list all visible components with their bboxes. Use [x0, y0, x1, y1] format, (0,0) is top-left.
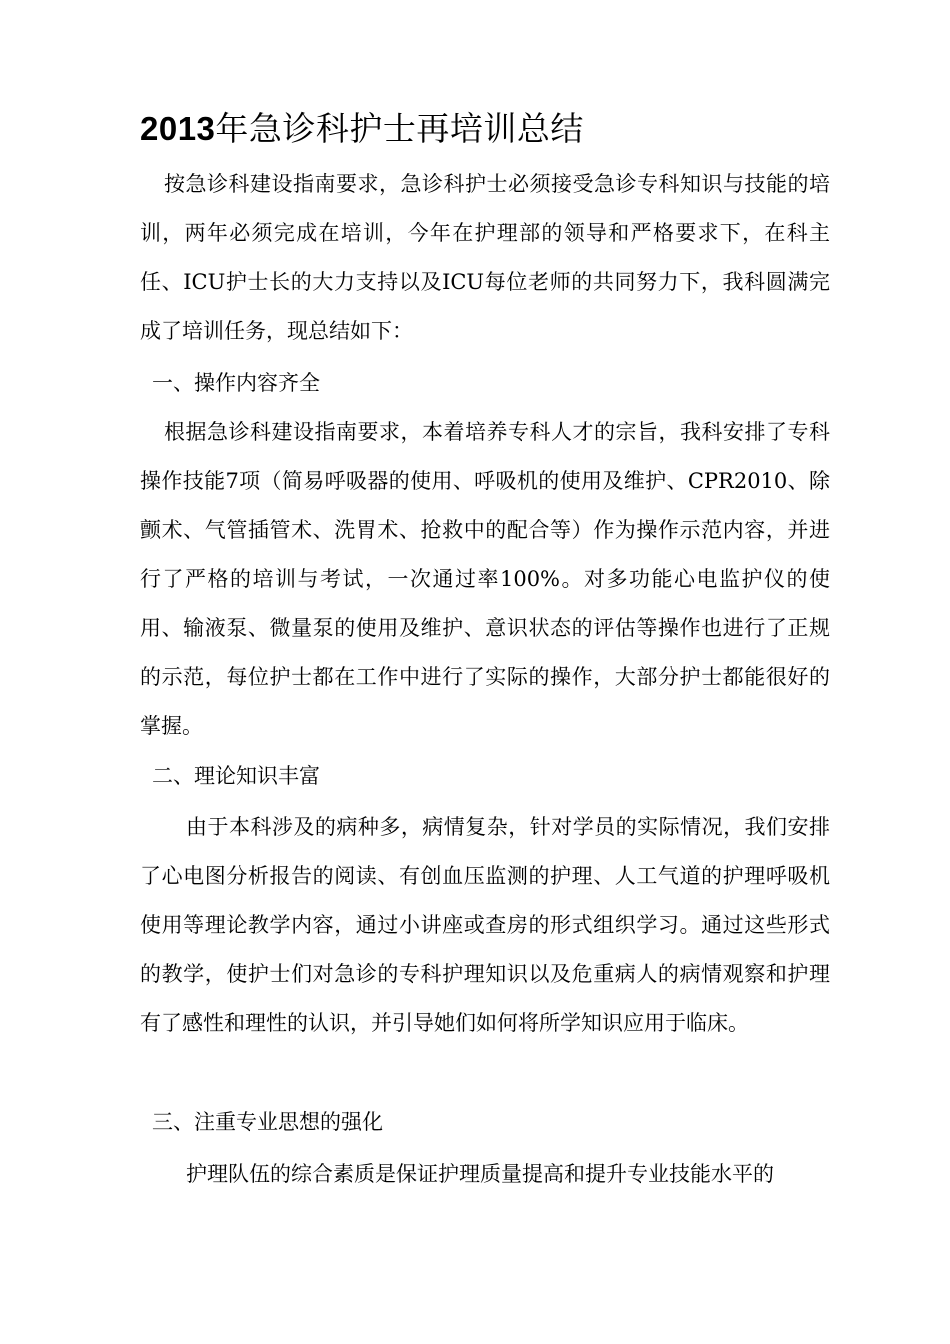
title-text: 年急诊科护士再培训总结	[215, 109, 584, 148]
section-heading-professional-thinking: 三、注重专业思想的强化	[152, 1110, 383, 1134]
section-heading-operations: 一、操作内容齐全	[152, 371, 320, 395]
title-year: 2013	[140, 110, 216, 147]
document-title	[140, 106, 584, 152]
section-body-professional-thinking: 护理队伍的综合素质是保证护理质量提高和提升专业技能水平的	[186, 1162, 774, 1186]
section-body-theory: 由于本科涉及的病种多，病情复杂，针对学员的实际情况，我们安排了心电图分析报告的阅读、有创血压监测的护理、人工气道的护理呼吸机使用等理论教学内容，通过小讲座或查房的形式组织学习。通过这些形式的教学，使护士们对急诊的专科护理知识以及危重病人的病情观察和护理有了感性和理性的认识，并引导她们如何将所学知识应用于临床。	[140, 815, 830, 1035]
intro-paragraph: 按急诊科建设指南要求，急诊科护士必须接受急诊专科知识与技能的培训，两年必须完成在培训，今年在护理部的领导和严格要求下，在科主任、ICU护士长的大力支持以及ICU每位老师的共同努力下，我科圆满完成了培训任务，现总结如下：	[140, 172, 830, 343]
section-heading-theory: 二、理论知识丰富	[152, 764, 320, 788]
section-body-operations: 根据急诊科建设指南要求，本着培养专科人才的宗旨，我科安排了专科操作技能7项（简易呼吸器的使用、呼吸机的使用及维护、CPR2010、除颤术、气管插管术、洗胃术、抢救中的配合等）作为操作示范内容，并进行了严格的培训与考试，一次通过率100%。对多功能心电监护仪的使用、输液泵、微量泵的使用及维护、意识状态的评估等操作也进行了正规的示范，每位护士都在工作中进行了实际的操作，大部分护士都能很好的掌握。	[140, 420, 830, 738]
